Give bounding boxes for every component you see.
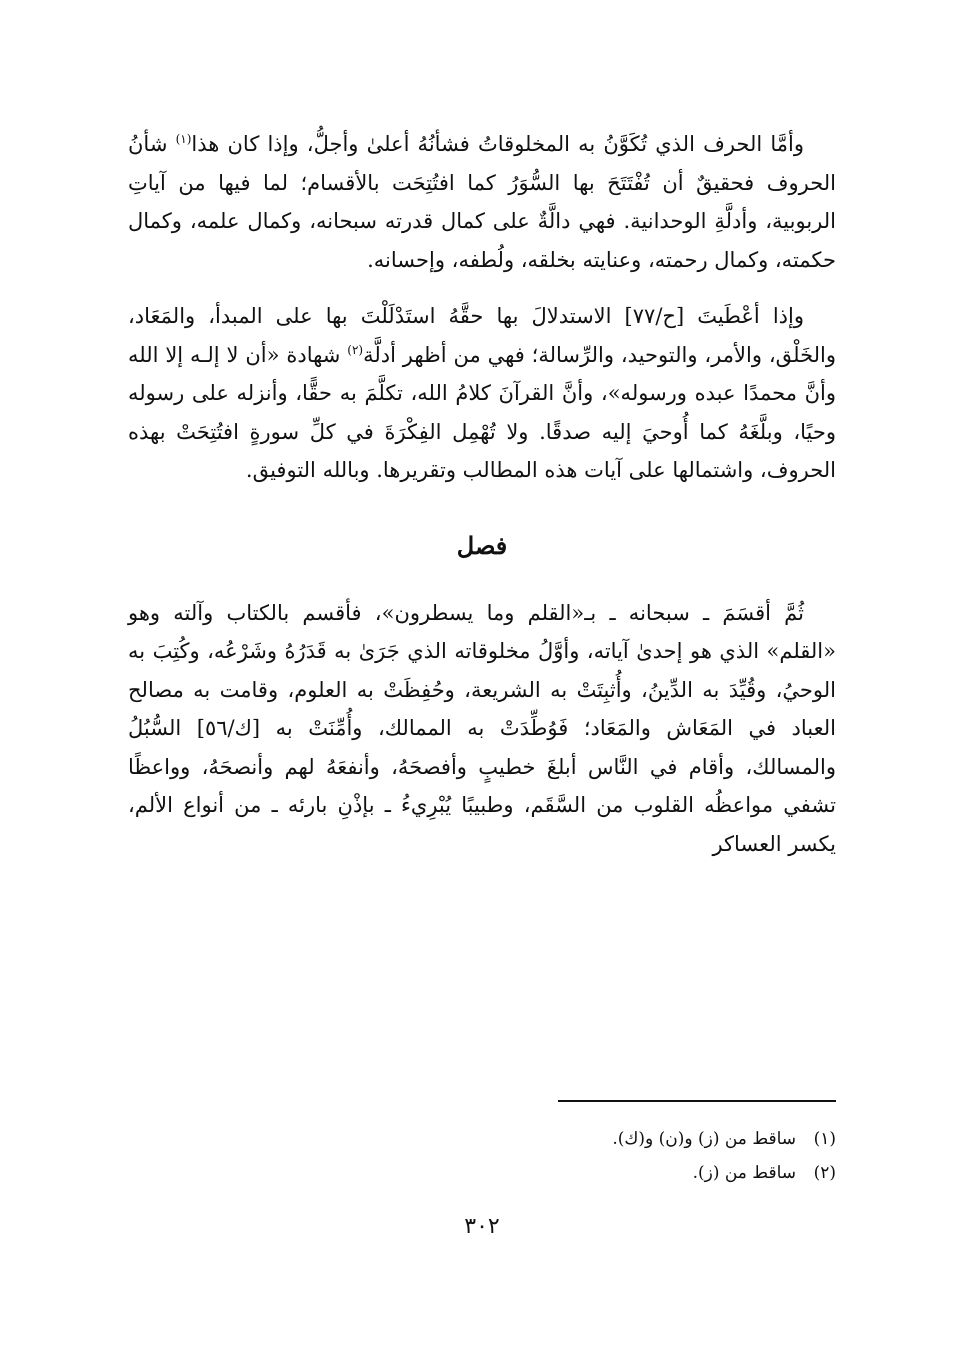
paragraph-3: ثُمَّ أقسَمَ ـ سبحانه ـ بـ«القلم وما يسطرون»، فأقسم بالكتاب وآلته وهو «القلم» الذي هو إحدىٰ آياته، وأوَّلُ مخلوقاته الذي جَرَىٰ به قَدَرُهُ وشَرْعُه، وكُتِبَ به الوحيُ، وقُيِّدَ به الدِّينُ، وأُثبِتَتْ به الشريعة، وحُفِظَتْ به العلوم، وقامت به مصالح العباد في المَعَاش والمَعَاد؛ فَوُطِّدَتْ به الممالك، وأُمِّنَتْ به [ك/٥٦] السُّبُلُ والمسالك، وأقام في النَّاس أبلغَ خطيبٍ وأفصحَهُ، وأنفعَهُ لهم وأنصحَهُ، وواعظًا تشفي مواعظُه القلوب من السَّقَم، وطبيبًا يُبْرِيءُ ـ بإذْنِ بارئه ـ من أنواع الألم، يكسر العساكر — [128, 600, 837, 856]
footnotes — [336, 1122, 836, 1190]
footnote-2-number: (٢) — [813, 1163, 836, 1183]
section-heading: فصل — [456, 530, 508, 560]
footnote-1 — [336, 1122, 836, 1156]
paragraph-2 — [128, 297, 836, 490]
footnote-1-number: (١) — [813, 1129, 836, 1149]
footnote-1-text: ساقط من (ز) و(ن) و(ك). — [612, 1129, 796, 1149]
paragraph-1 — [128, 125, 836, 279]
paragraph-2-text-a: وإذا أعْطَيتَ [ح/٧٧] الاستدلالَ بها حقَّهُ استَدْلَلْتَ بها على المبدأ، والمَعَاد، والخَلْق، والأمر، والتوحيد، والرِّسالة؛ فهي من أظهر أدلَّة — [128, 304, 837, 367]
page-body — [128, 125, 836, 863]
page-number: ٣٠٢ — [464, 1214, 500, 1239]
footnote-2 — [336, 1156, 836, 1190]
paragraph-2-text-b: شهادة «أن لا إلـه إلا الله وأنَّ محمدًا عبده ورسوله»، وأنَّ القرآنَ كلامُ الله، تكلَّمَ به حقًّا، وأنزله على رسوله وحيًا، وبلَّغَهُ كما أُوحيَ إليه صدقًا. ولا تُهْمِل الفِكْرَةَ في كلِّ سورةٍ افتُتِحَتْ بهذه الحروف، واشتمالها على آيات هذه المطالب وتقريرها. وبالله التوفيق. — [128, 342, 836, 482]
footnote-ref-2[interactable]: (٢) — [347, 342, 364, 357]
paragraph-1-text-a: وأمَّا الحرف الذي تُكَوَّنُ به المخلوقاتُ فشأنُهُ أعلىٰ وأجلُّ، وإذا كان هذا — [191, 132, 804, 156]
paragraph-1-text-b: شأنُ الحروف فحقيقٌ أن تُفْتَتَحَ بها السُّوَرُ كما افتُتِحَت بالأقسام؛ لما فيها من آياتِ الربوبية، وأدلَّةِ الوحدانية. فهي دالَّةٌ على كمال قدرته سبحانه، وكمال علمه، وكمال حكمته، وكمال رحمته، وعنايته بخلقه، ولُطفه، وإحسانه. — [128, 132, 836, 272]
footnote-ref-1[interactable]: (١) — [175, 132, 192, 146]
footnote-2-text: ساقط من (ز). — [692, 1163, 796, 1183]
footnote-divider — [558, 1100, 836, 1102]
